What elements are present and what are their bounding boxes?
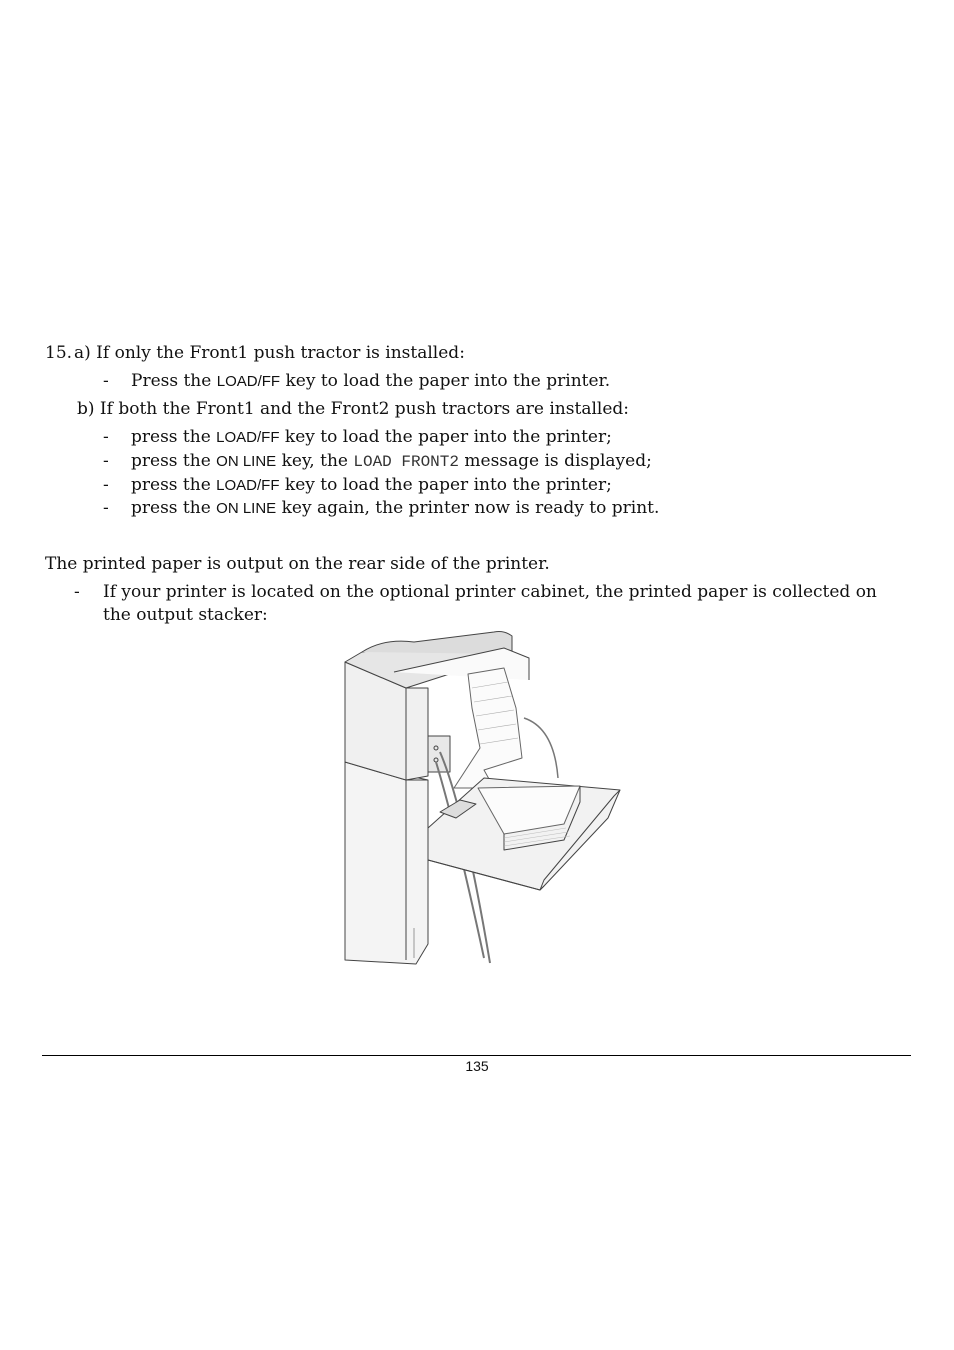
- step-number: 15.: [45, 343, 73, 363]
- footer-rule: [42, 1055, 911, 1056]
- step-a-intro: a) If only the Front1 push tractor is installed:: [74, 343, 465, 363]
- message-code: LOAD FRONT2: [353, 453, 459, 471]
- step-b-intro: b) If both the Front1 and the Front2 push tractors are installed:: [77, 399, 629, 419]
- dash-marker: -: [103, 371, 109, 391]
- key-name: ON LINE: [216, 500, 277, 517]
- dash-marker: -: [103, 498, 109, 518]
- page-number: 135: [465, 1058, 489, 1074]
- key-name: LOAD/FF: [216, 429, 280, 446]
- dash-marker: -: [74, 582, 80, 602]
- key-name: ON LINE: [216, 453, 277, 470]
- output-bullet-line1: If your printer is located on the optional printer cabinet, the printed paper is collected on: [103, 582, 877, 602]
- output-intro: The printed paper is output on the rear side of the printer.: [45, 554, 550, 574]
- step-b-item-3: press the LOAD/FF key to load the paper into the printer;: [131, 475, 612, 495]
- printer-output-stacker-illustration: [344, 628, 626, 966]
- step-b-item-2: press the ON LINE key, the LOAD FRONT2 message is displayed;: [131, 451, 652, 471]
- key-name: LOAD/FF: [216, 477, 280, 494]
- dash-marker: -: [103, 427, 109, 447]
- dash-marker: -: [103, 475, 109, 495]
- dash-marker: -: [103, 451, 109, 471]
- step-b-item-4: press the ON LINE key again, the printer now is ready to print.: [131, 498, 660, 518]
- output-bullet-line2: the output stacker:: [103, 605, 268, 625]
- key-name: LOAD/FF: [216, 373, 281, 390]
- step-a-item-1: Press the LOAD/FF key to load the paper into the printer.: [131, 371, 611, 391]
- step-b-item-1: press the LOAD/FF key to load the paper into the printer;: [131, 427, 612, 447]
